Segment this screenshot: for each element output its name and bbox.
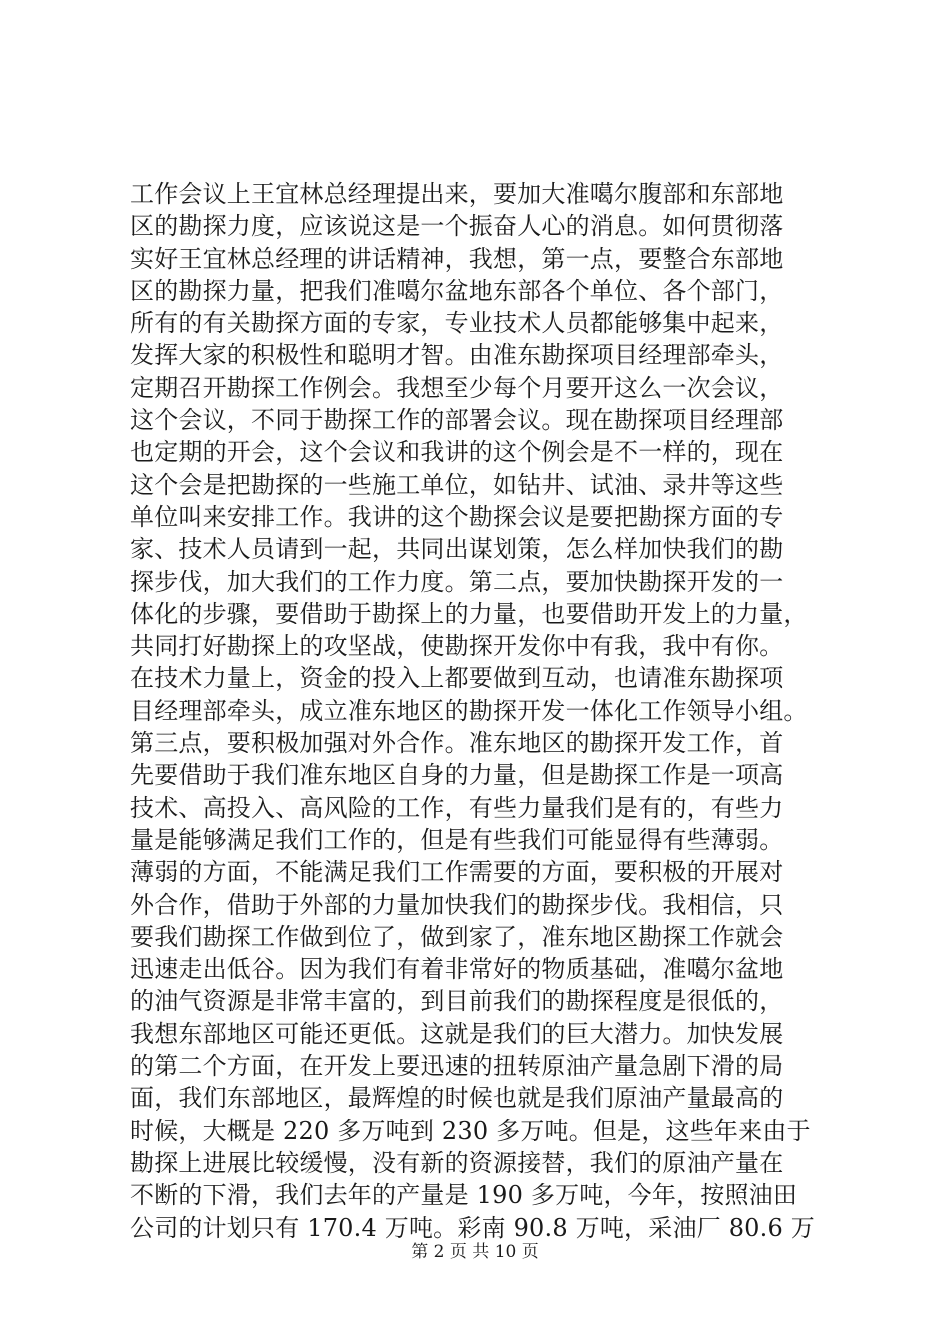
text-line: 单位叫来安排工作。我讲的这个勘探会议是要把勘探方面的专	[130, 502, 784, 531]
text-line: 区的勘探力量，把我们准噶尔盆地东部各个单位、各个部门，	[130, 276, 784, 305]
body-text	[130, 178, 850, 1244]
text-line: 面，我们东部地区，最辉煌的时候也就是我们原油产量最高的	[130, 1084, 784, 1113]
text-line: 量是能够满足我们工作的，但是有些我们可能显得有些薄弱。	[130, 825, 784, 854]
text-line: 共同打好勘探上的攻坚战，使勘探开发你中有我，我中有你。	[130, 632, 784, 661]
text-line: 公司的计划只有 170.4 万吨。彩南 90.8 万吨，采油厂 80.6 万	[130, 1213, 815, 1242]
text-line: 要我们勘探工作做到位了，做到家了，准东地区勘探工作就会	[130, 922, 784, 951]
text-line: 也定期的开会，这个会议和我讲的这个例会是不一样的，现在	[130, 438, 784, 467]
text-line: 薄弱的方面，不能满足我们工作需要的方面，要积极的开展对	[130, 858, 784, 887]
text-line: 工作会议上王宜林总经理提出来，要加大准噶尔腹部和东部地	[130, 180, 784, 208]
text-line: 先要借助于我们准东地区自身的力量，但是勘探工作是一项高	[130, 761, 784, 790]
text-line: 家、技术人员请到一起，共同出谋划策，怎么样加快我们的勘	[130, 535, 784, 564]
text-line: 发挥大家的积极性和聪明才智。由准东勘探项目经理部牵头，	[130, 341, 784, 370]
text-line: 不断的下滑，我们去年的产量是 190 多万吨，今年，按照油田	[130, 1181, 798, 1210]
text-line: 迅速走出低谷。因为我们有着非常好的物质基础，准噶尔盆地	[130, 955, 784, 984]
text-line: 技术、高投入、高风险的工作，有些力量我们是有的，有些力	[130, 793, 784, 822]
text-line: 所有的有关勘探方面的专家，专业技术人员都能够集中起来，	[130, 309, 784, 338]
text-line: 这个会是把勘探的一些施工单位，如钻井、试油、录井等这些	[130, 470, 784, 499]
text-line: 体化的步骤，要借助于勘探上的力量，也要借助开发上的力量，	[130, 599, 808, 628]
text-line: 外合作，借助于外部的力量加快我们的勘探步伐。我相信，只	[130, 890, 784, 919]
text-line: 的油气资源是非常丰富的，到目前我们的勘探程度是很低的，	[130, 987, 784, 1016]
text-line: 勘探上进展比较缓慢，没有新的资源接替，我们的原油产量在	[130, 1148, 784, 1177]
text-line: 定期召开勘探工作例会。我想至少每个月要开这么一次会议，	[130, 373, 784, 402]
text-line: 时候，大概是 220 多万吨到 230 多万吨。但是，这些年来由于	[130, 1116, 811, 1145]
text-line: 实好王宜林总经理的讲话精神，我想，第一点，要整合东部地	[130, 244, 784, 273]
text-line: 在技术力量上，资金的投入上都要做到互动，也请准东勘探项	[130, 664, 784, 693]
text-line: 这个会议，不同于勘探工作的部署会议。现在勘探项目经理部	[130, 406, 784, 435]
text-line: 探步伐，加大我们的工作力度。第二点，要加快勘探开发的一	[130, 567, 784, 596]
text-line: 第三点，要积极加强对外合作。准东地区的勘探开发工作，首	[130, 729, 784, 758]
text-line: 目经理部牵头，成立准东地区的勘探开发一体化工作领导小组。	[130, 696, 808, 725]
text-line: 区的勘探力度，应该说这是一个振奋人心的消息。如何贯彻落	[130, 212, 784, 241]
page-footer: 第 2 页 共 10 页	[411, 1242, 539, 1262]
text-line: 的第二个方面，在开发上要迅速的扭转原油产量急剧下滑的局	[130, 1052, 784, 1081]
text-line: 我想东部地区可能还更低。这就是我们的巨大潜力。加快发展	[130, 1019, 784, 1048]
